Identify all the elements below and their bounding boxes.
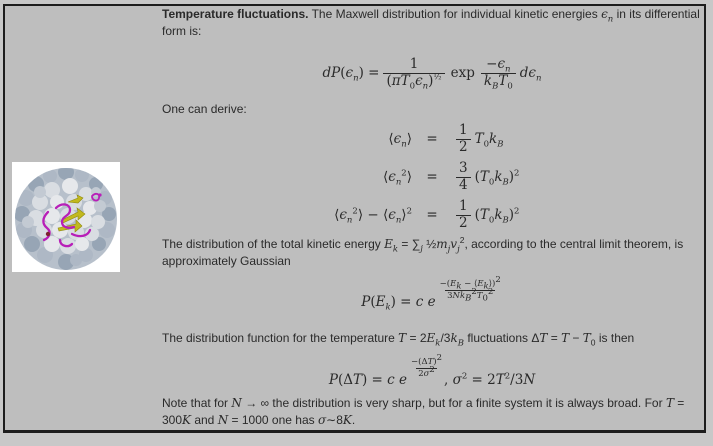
derive-row2-num: 3: [459, 160, 468, 177]
temp-fluct-lhs: P(ΔT) = c e: [328, 372, 408, 388]
maxwell-frac2-numerator: $-\epsilon_n$: [486, 55, 511, 75]
maxwell-distribution-equation: [162, 50, 702, 96]
intro-paragraph: [162, 6, 702, 39]
derive-intro: One can derive:: [162, 102, 247, 116]
temp-fluct-exp-numerator: $-(\Delta T)^2$: [411, 353, 443, 368]
derive-row3-equals: =: [426, 207, 438, 224]
gaussian-exp-numerator: $-(E_k$ − $⟨E_k⟩)^2$: [439, 275, 501, 292]
derive-row2-trail: $(T_0k_B)^2$: [474, 168, 520, 188]
temp-fluct-trail: , $\sigma^2 = 2T^2/3N$: [444, 371, 536, 388]
gaussian-lhs: $P(E_k) = c$ e: [361, 294, 436, 313]
derived-equations: [162, 123, 702, 231]
maxwell-exp-operator: exp: [450, 65, 475, 81]
note-paragraph: Note that for N → ∞ the distribution is very sharp, but for a finite system it is always broad. For T = 300K and N = 1000 one has σ∼8K.: [162, 396, 685, 427]
derive-row2-equals: =: [426, 169, 438, 186]
derive-row1-equals: =: [426, 131, 438, 148]
temp-fluct-exponent-fraction: [409, 353, 444, 379]
derive-row3-den: 2: [456, 215, 471, 232]
derive-row1-fraction: [456, 123, 471, 155]
derive-row1-lhs: $⟨\epsilon_n⟩$: [388, 131, 412, 150]
maxwell-frac1-numerator: 1: [409, 55, 419, 72]
derive-row3-lhs: $⟨\epsilon_n^2⟩$ − $⟨\epsilon_n⟩^2$: [334, 206, 412, 226]
gaussian-exp-denominator: $3Nk_B^2T_0^2$: [447, 286, 494, 304]
derive-row-second-moment: [162, 161, 702, 193]
derive-row3-fraction: [456, 199, 471, 231]
derive-row3-num: 1: [459, 198, 468, 215]
slide-title: Temperature fluctuations.: [162, 7, 309, 21]
gaussian-exponent-fraction: [438, 275, 503, 304]
virus-capsid-image: [12, 162, 120, 272]
derive-row3-trail: $(T_0k_B)^2$: [474, 206, 520, 226]
maxwell-frac2-denominator: $k_BT_0$: [481, 73, 516, 90]
temp-fluct-exp-denominator: $2\sigma^2$: [418, 364, 435, 379]
derive-row1-trail: $T_0k_B$: [474, 131, 504, 150]
derive-row-mean: [162, 123, 702, 155]
maxwell-frac1-denominator: $(\pi T_0\epsilon_n)^{\frac{1}{2}}$: [383, 73, 444, 90]
capsid-graphic: [12, 162, 120, 272]
maxwell-fraction-2: [481, 55, 516, 92]
slide-bottom-margin: [0, 433, 713, 446]
total-energy-paragraph: The distribution of the total kinetic energy $E_k = \sum_j$ $\frac{1}{2}m_jv_j^2$, according to the central limit theorem, is approximately Gaussian: [162, 235, 684, 268]
maxwell-fraction-1: [383, 55, 444, 92]
intro-text: The Maxwell distribution for individual kinetic energies $\epsilon_n$ in its differential form is:: [162, 7, 700, 38]
derive-row1-num: 1: [459, 122, 468, 138]
derive-row2-lhs: $⟨\epsilon_n^2⟩$: [382, 168, 412, 188]
temp-fluctuation-equation: [162, 353, 702, 396]
derive-row2-den: 4: [456, 177, 471, 194]
maxwell-lhs: $dP(\epsilon_n)$ =: [322, 65, 380, 84]
gaussian-equation: [162, 275, 702, 324]
maxwell-trail: $d\epsilon_n$: [519, 65, 542, 84]
derive-row2-fraction: [456, 161, 471, 193]
derive-row-variance: [162, 199, 702, 231]
temp-function-paragraph: The distribution function for the temperature $T = 2E_k/3k_B$ fluctuations $\Delta T = T - T_0$ is then: [162, 331, 635, 349]
derive-row1-den: 2: [456, 139, 471, 156]
